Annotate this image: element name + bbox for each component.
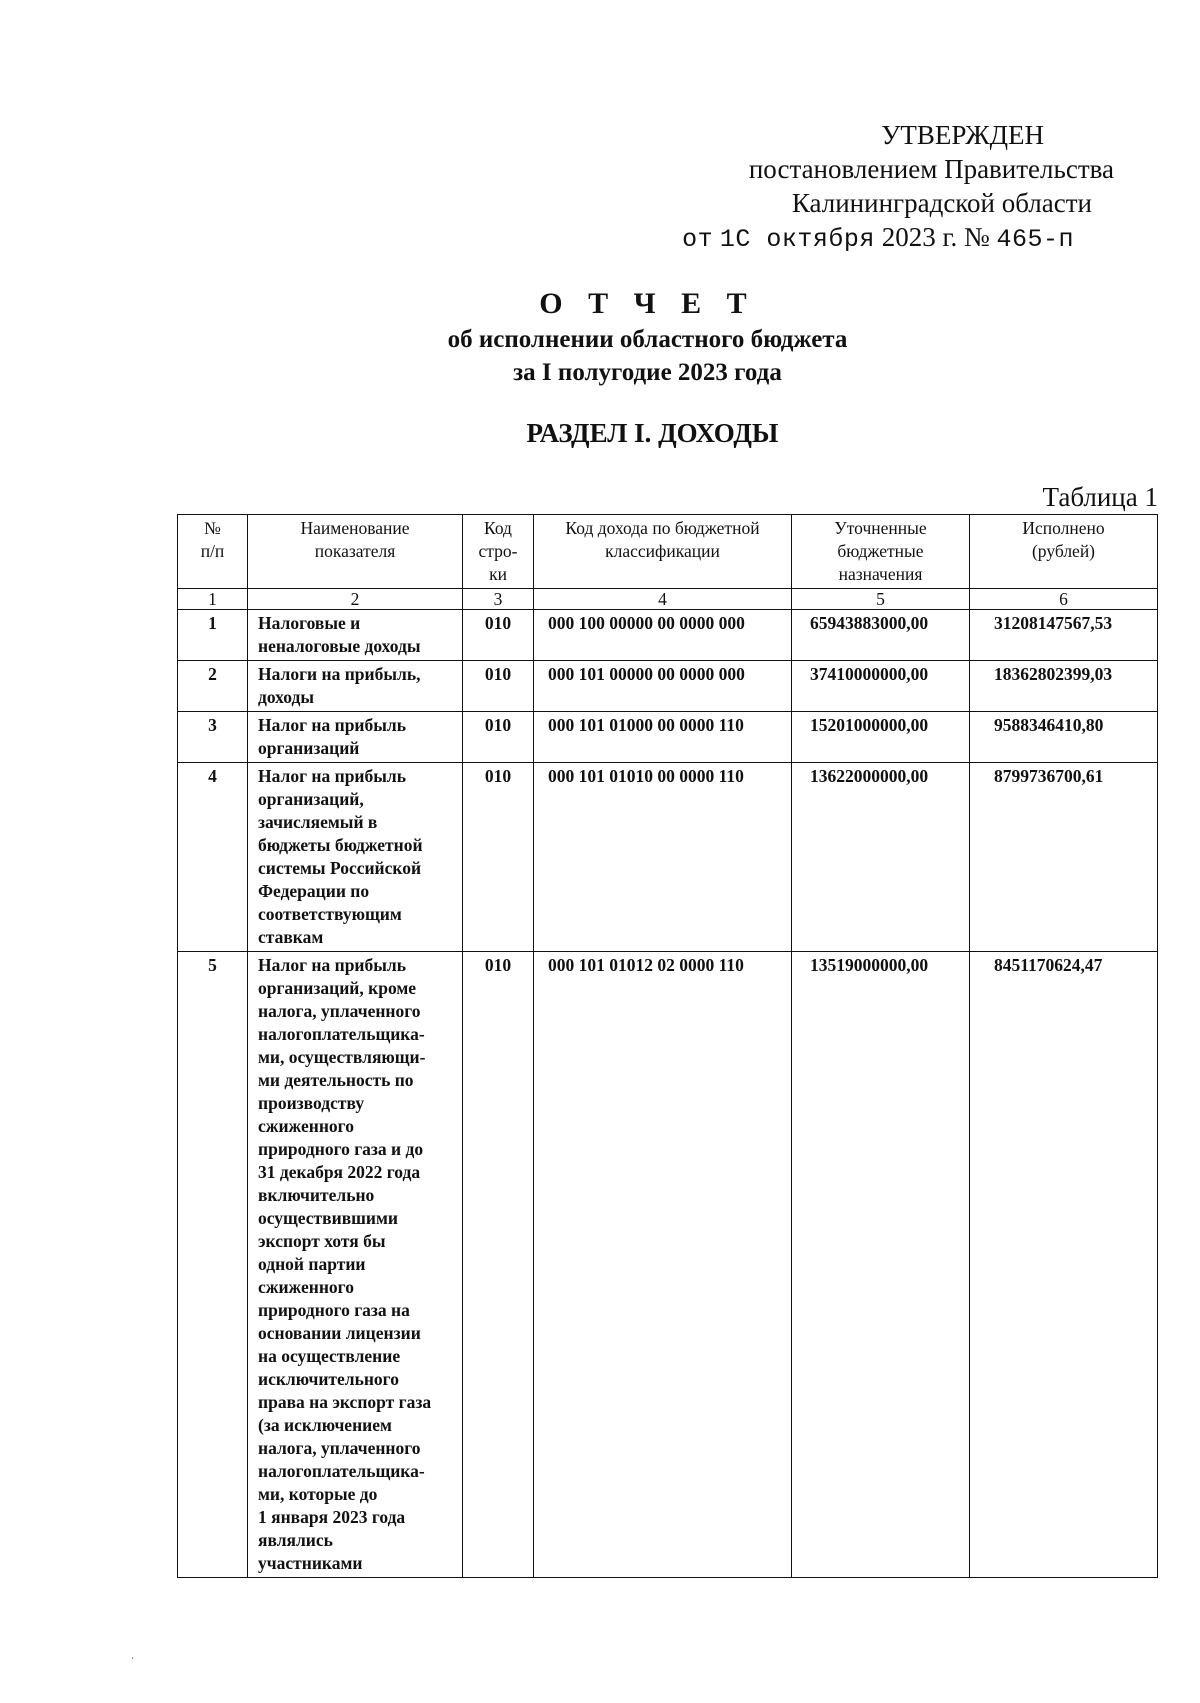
table-header-row — [178, 515, 1158, 589]
indicator-name — [248, 661, 463, 712]
cell-line: сжиженного — [258, 1116, 354, 1136]
table-row — [178, 610, 1158, 661]
row-number: 3 — [178, 712, 248, 763]
cell-line: Налог на прибыль — [258, 955, 406, 975]
cell-line: Код дохода по бюджетной — [565, 518, 760, 538]
planned-amount: 37410000000,00 — [792, 661, 970, 712]
cell-line: ставкам — [258, 927, 324, 947]
planned-amount: 65943883000,00 — [792, 610, 970, 661]
cell-line: Уточненные — [834, 518, 927, 538]
cell-line: являлись — [258, 1530, 333, 1550]
column-number: 2 — [248, 589, 463, 610]
section-title: РАЗДЕЛ I. ДОХОДЫ — [526, 418, 779, 448]
cell-line: Федерации по — [258, 881, 370, 901]
row-number: 5 — [178, 952, 248, 1578]
revenue-code: 000 101 01000 00 0000 110 — [534, 712, 792, 763]
cell-line: системы Российской — [258, 858, 422, 878]
cell-line: участниками — [258, 1553, 363, 1573]
cell-line: Налоговые и — [258, 613, 361, 633]
row-number: 4 — [178, 763, 248, 952]
cell-line: исключительного — [258, 1369, 399, 1389]
cell-line: основании лицензии — [258, 1323, 421, 1343]
header-done — [970, 515, 1158, 589]
approval-line-1: постановлением Правительства — [748, 154, 1114, 184]
cell-line: природного газа и до — [258, 1139, 424, 1159]
approval-stamp — [674, 118, 1114, 254]
cell-line: налогоплательщика- — [258, 1024, 425, 1044]
cell-line: экспорт хотя бы — [258, 1231, 386, 1251]
line-code: 010 — [463, 952, 534, 1578]
cell-line: показателя — [314, 541, 396, 561]
table-row — [178, 952, 1158, 1578]
column-number: 4 — [534, 589, 792, 610]
column-number-row — [178, 589, 1158, 610]
cell-line: одной партии — [258, 1254, 366, 1274]
cell-line: доходы — [258, 687, 315, 707]
cell-line: бюджетные — [837, 541, 924, 561]
planned-amount: 13519000000,00 — [792, 952, 970, 1578]
approval-date-line — [674, 222, 1114, 254]
cell-line: ми, которые до — [258, 1484, 378, 1504]
planned-amount: 15201000000,00 — [792, 712, 970, 763]
executed-amount: 8451170624,47 — [970, 952, 1158, 1578]
cell-line: сжиженного — [258, 1277, 354, 1297]
revenue-code: 000 101 01012 02 0000 110 — [534, 952, 792, 1578]
table-caption: Таблица 1 — [1042, 482, 1158, 512]
revenue-table — [177, 514, 1158, 1578]
cell-line: № — [204, 518, 221, 538]
revenue-code: 000 101 01010 00 0000 110 — [534, 763, 792, 952]
cell-line: организаций, — [258, 789, 364, 809]
cell-line: Налог на прибыль — [258, 715, 406, 735]
executed-amount: 8799736700,61 — [970, 763, 1158, 952]
cell-line: на осуществление — [258, 1346, 401, 1366]
cell-line: ки — [489, 564, 507, 584]
scan-speck — [132, 1657, 133, 1659]
revenue-code: 000 100 00000 00 0000 000 — [534, 610, 792, 661]
cell-line: бюджеты бюджетной — [258, 835, 423, 855]
header-name — [248, 515, 463, 589]
decree-number: 465-п — [996, 225, 1074, 254]
line-code: 010 — [463, 712, 534, 763]
line-code: 010 — [463, 610, 534, 661]
approval-line-2: Калининградской области — [791, 188, 1092, 218]
cell-line: 1 января 2023 года — [258, 1507, 406, 1527]
cell-line: зачисляемый в — [258, 812, 378, 832]
report-title: О Т Ч Е Т — [539, 287, 756, 320]
cell-line: включительно — [258, 1185, 375, 1205]
cell-line: Налоги на прибыль, — [258, 664, 421, 684]
date-year: 2023 г. — [881, 222, 958, 252]
cell-line: 31 декабря 2022 года — [258, 1162, 421, 1182]
header-plan — [792, 515, 970, 589]
cell-line: организаций — [258, 738, 360, 758]
header-kbk — [534, 515, 792, 589]
cell-line: организаций, кроме — [258, 978, 417, 998]
date-prefix: от — [682, 225, 714, 254]
row-number: 2 — [178, 661, 248, 712]
date-day-month: 1С октября — [719, 225, 875, 254]
planned-amount: 13622000000,00 — [792, 763, 970, 952]
cell-line: налога, уплаченного — [258, 1438, 421, 1458]
cell-line: (за исключением — [258, 1415, 392, 1435]
table-row — [178, 763, 1158, 952]
header-line-code — [463, 515, 534, 589]
cell-line: права на экспорт газа — [258, 1392, 432, 1412]
column-number: 5 — [792, 589, 970, 610]
cell-line: налогоплательщика- — [258, 1461, 425, 1481]
number-sign: № — [963, 222, 990, 252]
report-heading — [0, 285, 1200, 389]
report-subtitle-1: об исполнении областного бюджета — [447, 326, 848, 353]
cell-line: ми деятельность по — [258, 1070, 414, 1090]
executed-amount: 9588346410,80 — [970, 712, 1158, 763]
table-row — [178, 661, 1158, 712]
cell-line: производству — [258, 1093, 365, 1113]
cell-line: природного газа на — [258, 1300, 410, 1320]
cell-line: Налог на прибыль — [258, 766, 406, 786]
cell-line: налога, уплаченного — [258, 1001, 421, 1021]
cell-line: Код — [484, 518, 512, 538]
revenue-code: 000 101 00000 00 0000 000 — [534, 661, 792, 712]
column-number: 3 — [463, 589, 534, 610]
table-row — [178, 712, 1158, 763]
indicator-name — [248, 763, 463, 952]
cell-line: Исполнено — [1022, 518, 1105, 538]
cell-line: соответствующим — [258, 904, 402, 924]
line-code: 010 — [463, 661, 534, 712]
cell-line: ми, осуществляющи- — [258, 1047, 426, 1067]
cell-line: п/п — [200, 541, 225, 561]
cell-line: осуществившими — [258, 1208, 398, 1228]
executed-amount: 31208147567,53 — [970, 610, 1158, 661]
indicator-name — [248, 610, 463, 661]
indicator-name — [248, 952, 463, 1578]
indicator-name — [248, 712, 463, 763]
cell-line: классификации — [605, 541, 720, 561]
row-number: 1 — [178, 610, 248, 661]
cell-line: назначения — [838, 564, 923, 584]
cell-line: неналоговые доходы — [258, 636, 421, 656]
approval-title: УТВЕРЖДЕН — [881, 120, 1044, 150]
header-n — [178, 515, 248, 589]
column-number: 6 — [970, 589, 1158, 610]
cell-line: Наименование — [300, 518, 410, 538]
line-code: 010 — [463, 763, 534, 952]
column-number: 1 — [178, 589, 248, 610]
cell-line: (рублей) — [1031, 541, 1096, 561]
cell-line: стро- — [478, 541, 518, 561]
report-subtitle-2: за I полугодие 2023 года — [513, 359, 782, 386]
executed-amount: 18362802399,03 — [970, 661, 1158, 712]
